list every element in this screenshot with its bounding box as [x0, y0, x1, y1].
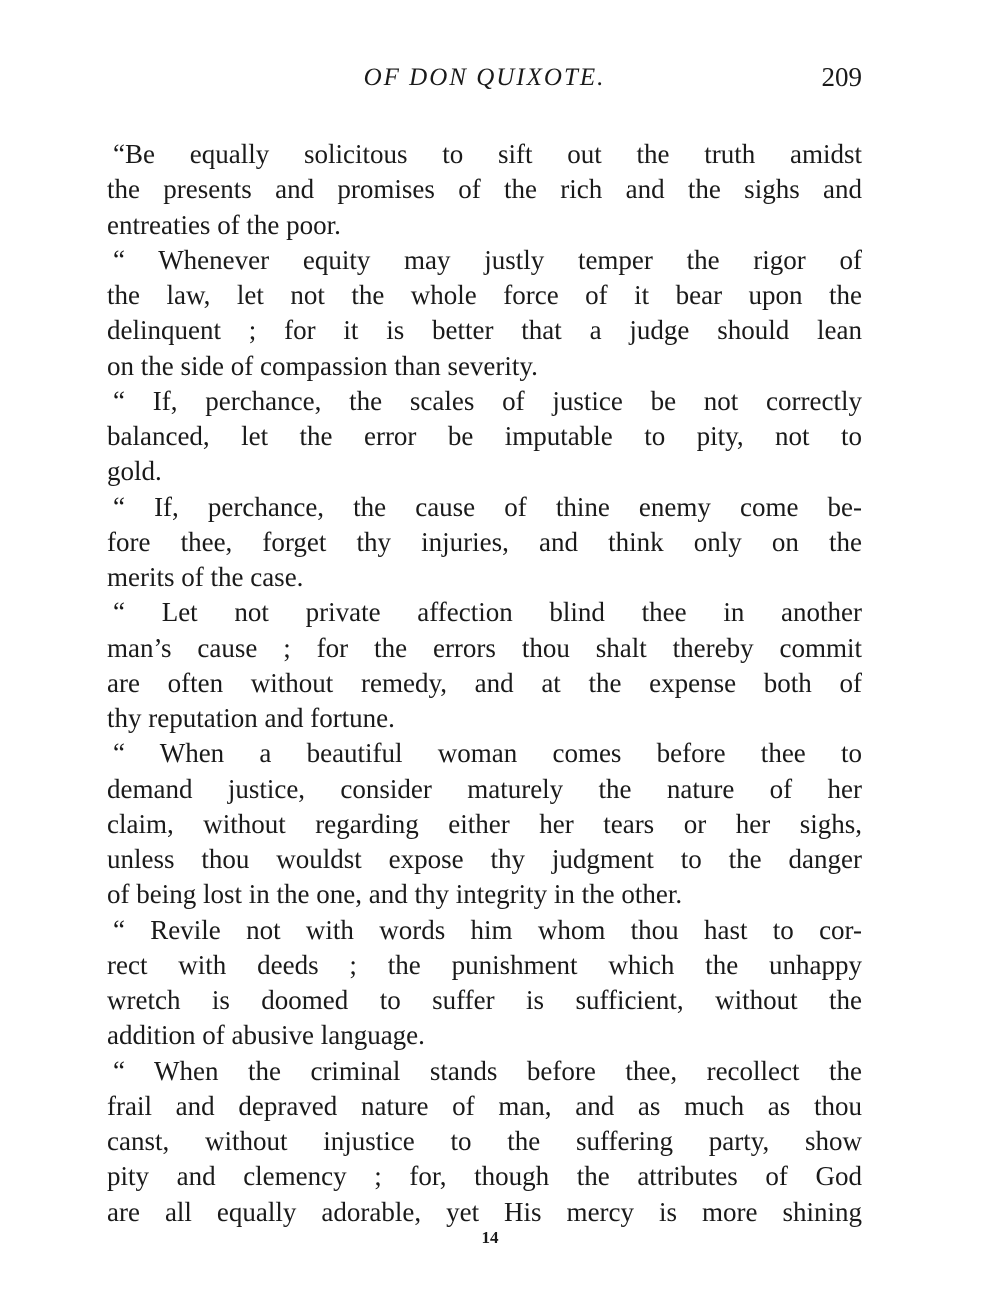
text-line: canst, without injustice to the suffering party, show: [107, 1126, 862, 1156]
text-line: “ Let not private affection blind thee in another: [113, 597, 862, 628]
paragraph: [107, 137, 862, 243]
text-line: balanced, let the error be imputable to pity, not to: [107, 421, 862, 451]
paragraph: [107, 595, 862, 736]
text-line: man’s cause ; for the errors thou shalt thereby commit: [107, 632, 862, 663]
text-line: “ When a beautiful woman comes before thee to: [113, 738, 862, 769]
text-line: are all equally adorable, yet His mercy is more shining: [107, 1196, 862, 1227]
text-line: delinquent ; for it is better that a judge should lean: [107, 315, 862, 346]
text-line: “Be equally solicitous to sift out the truth amidst: [113, 139, 862, 169]
text-line: gold.: [107, 456, 162, 487]
text-line: on the side of compassion than severity.: [107, 350, 538, 381]
text-line: “ Whenever equity may justly temper the rigor of: [113, 244, 862, 275]
text-line: claim, without regarding either her tears or her sighs,: [107, 808, 862, 839]
text-line: thy reputation and fortune.: [107, 703, 395, 733]
text-line: rect with deeds ; the punishment which the unhappy: [107, 949, 862, 980]
paragraph: [107, 1054, 862, 1230]
running-title: OF DON QUIXOTE.: [363, 64, 606, 91]
text-line: pity and clemency ; for, though the attributes of God: [107, 1161, 862, 1192]
text-line: the law, let not the whole force of it bear upon the: [107, 280, 862, 310]
text-line: of being lost in the one, and thy integrity in the other.: [107, 879, 683, 910]
text-line: merits of the case.: [107, 562, 304, 592]
paragraph: [107, 736, 862, 912]
text-line: demand justice, consider maturely the nature of her: [107, 773, 862, 804]
text-line: “ If, perchance, the scales of justice be not correctly: [113, 385, 862, 416]
paragraph: [107, 384, 862, 490]
text-line: “ If, perchance, the cause of thine enemy come be-: [113, 491, 862, 522]
page-number: 209: [821, 62, 862, 92]
paragraph: [107, 490, 862, 596]
text-line: addition of abusive language.: [107, 1020, 425, 1051]
body-text: [107, 137, 862, 1230]
paragraph: [107, 243, 862, 384]
text-line: are often without remedy, and at the expense both of: [107, 667, 862, 698]
paragraph: [107, 913, 862, 1054]
text-line: the presents and promises of the rich and the sighs and: [107, 174, 862, 205]
signature-mark: 14: [481, 1228, 499, 1247]
text-line: wretch is doomed to suffer is sufficient, without the: [107, 985, 862, 1015]
text-line: unless thou wouldst expose thy judgment to the danger: [107, 844, 862, 874]
text-line: “ When the criminal stands before thee, recollect the: [113, 1055, 862, 1086]
page-header: [107, 62, 862, 98]
text-line: fore thee, forget thy injuries, and think only on the: [107, 526, 862, 557]
text-line: entreaties of the poor.: [107, 209, 341, 240]
text-line: frail and depraved nature of man, and as much as thou: [107, 1090, 862, 1121]
text-line: “ Revile not with words him whom thou hast to cor-: [113, 914, 862, 945]
